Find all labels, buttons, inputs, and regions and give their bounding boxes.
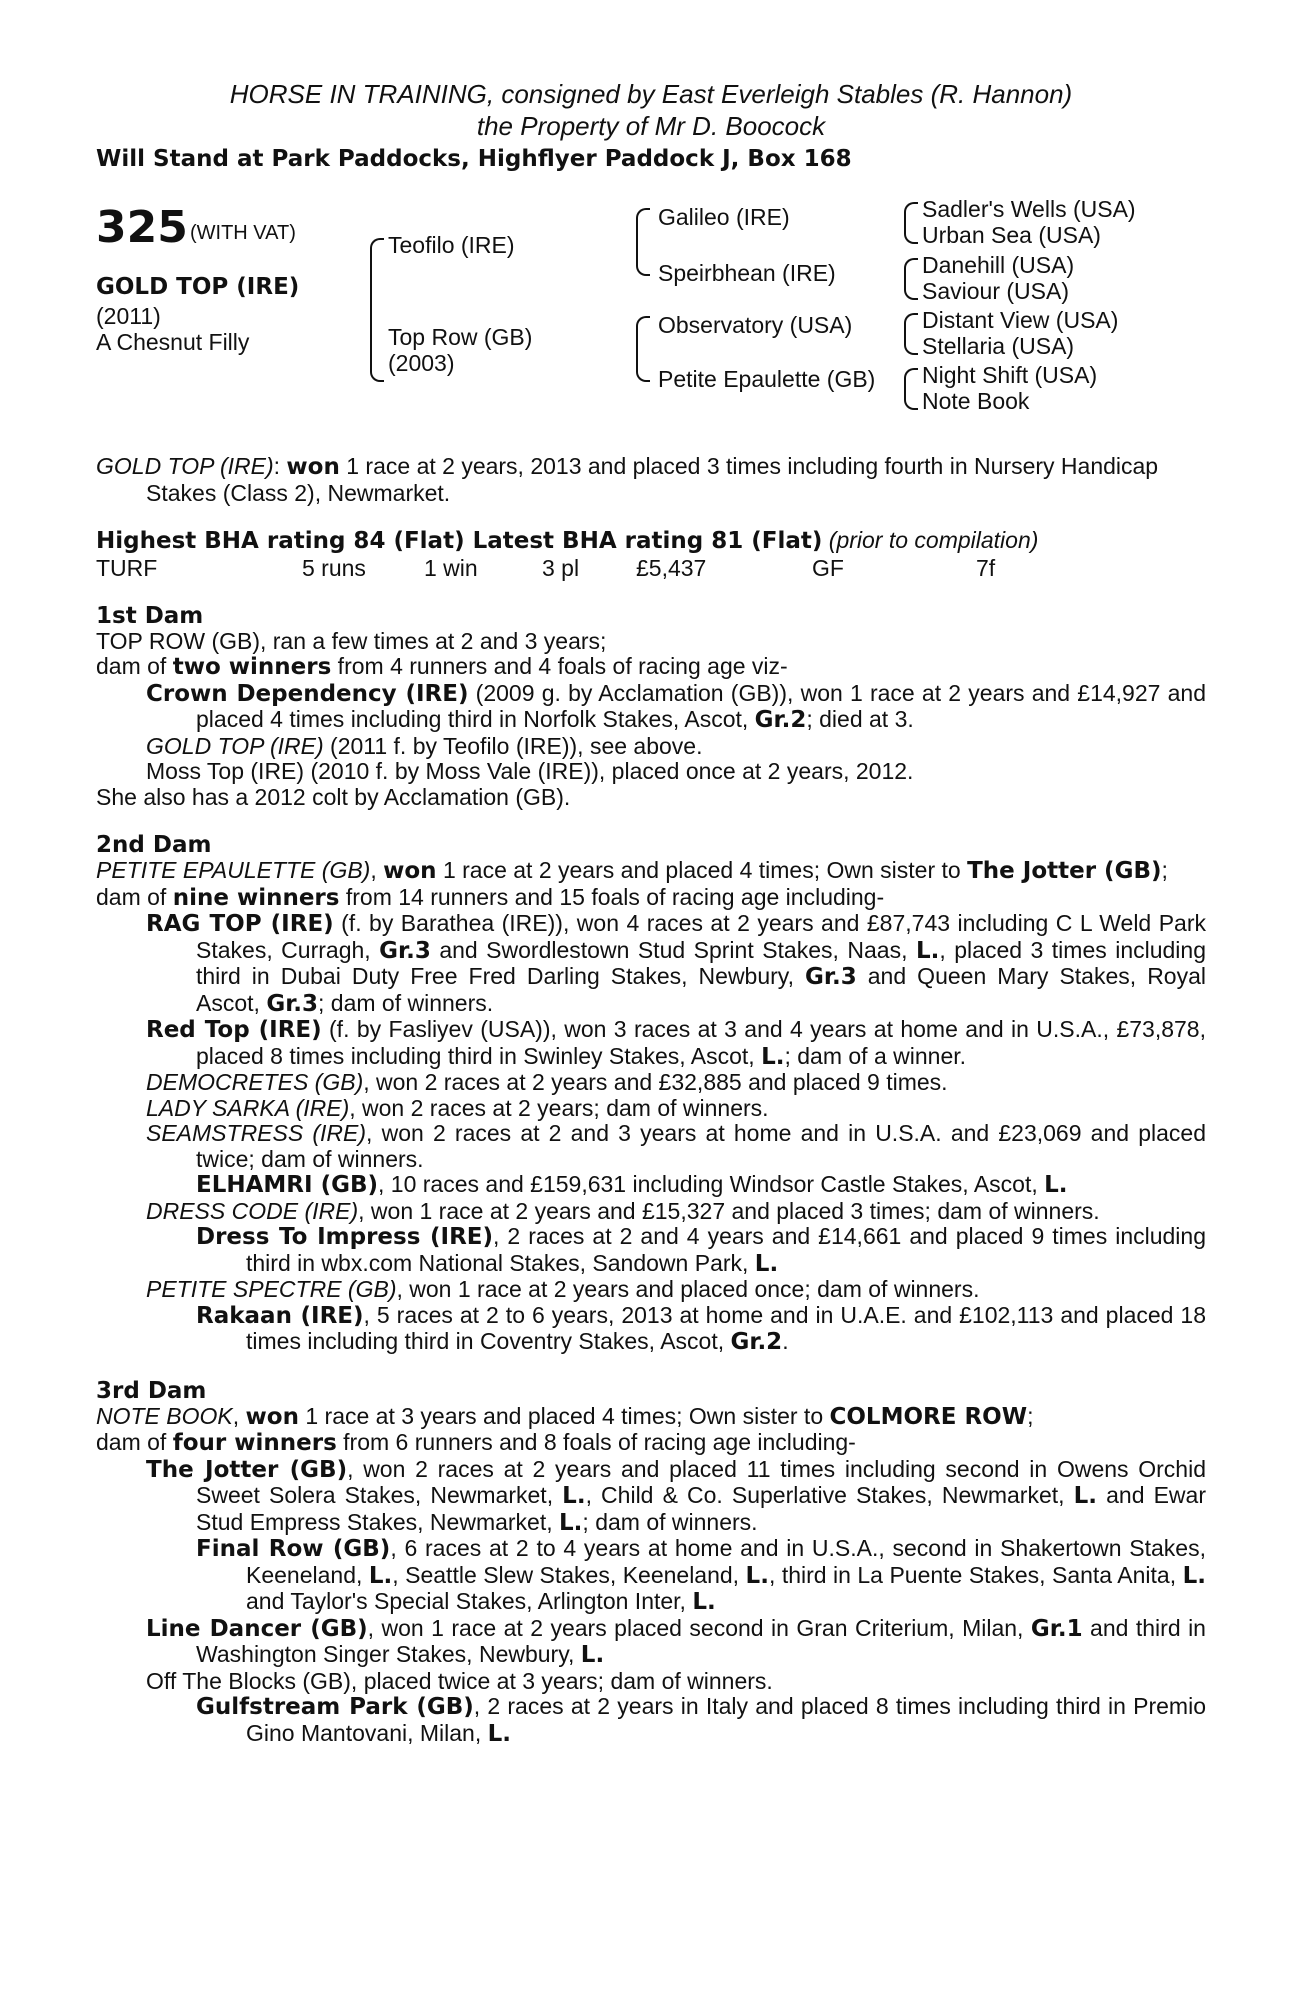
g4-brace-3: [904, 313, 918, 355]
second-dam-title: 2nd Dam: [96, 832, 212, 858]
pedigree-dam-year: (2003): [388, 350, 455, 376]
pedigree-g4-6: Stellaria (USA): [922, 333, 1075, 359]
grand-produce-entry: Gulfstream Park (GB), 2 races at 2 years in Italy and placed 8 times including third in Premio Gino Mantovani, Milan, L.: [196, 1693, 1206, 1747]
produce-entry: DRESS CODE (IRE), won 1 race at 2 years and £15,327 and placed 3 times; dam of winners.: [146, 1197, 1100, 1224]
record-placed: 3 pl: [542, 554, 580, 581]
first-dam-intro: TOP ROW (GB), ran a few times at 2 and 3 years;: [96, 627, 607, 654]
produce-entry: Line Dancer (GB), won 1 race at 2 years placed second in Gran Criterium, Milan, Gr.1 and third in Washington Singer Stakes, Newbury, L.: [146, 1614, 1206, 1668]
pedigree-sire-sire: Galileo (IRE): [658, 204, 790, 230]
pedigree-g4-8: Note Book: [922, 388, 1030, 414]
grand-produce-entry: Rakaan (IRE), 5 races at 2 to 6 years, 2013 at home and in U.A.E. and £102,113 and placed 18 times including third in Coventry Stakes, Ascot, Gr.2.: [196, 1301, 1207, 1355]
grand-produce-entry: ELHAMRI (GB), 10 races and £159,631 including Windsor Castle Stakes, Ascot, L.: [196, 1171, 1068, 1198]
pedigree-g4-5: Distant View (USA): [922, 307, 1119, 333]
vat-note: (WITH VAT): [190, 222, 296, 244]
lot-header: [96, 78, 1206, 174]
lot-number: 325: [96, 202, 188, 253]
produce-entry: LADY SARKA (IRE), won 2 races at 2 years; dam of winners.: [146, 1094, 769, 1121]
produce-entry: RAG TOP (IRE) (f. by Barathea (IRE)), won 4 races at 2 years and £87,743 including C L Weld Park Stakes, Curragh, Gr.3 and Swordlestown Stud Sprint Stakes, Naas, L., placed 3 times including third in Dubai Duty Free Fred Darling Stakes, Newbury, Gr.3 and Queen Mary Stakes, Royal Ascot, Gr.3; dam of winners.: [146, 910, 1207, 1017]
first-dam-title: 1st Dam: [96, 602, 204, 629]
sire-dam-brace: [370, 238, 384, 382]
produce-entry: PETITE SPECTRE (GB), won 1 race at 2 years and placed once; dam of winners.: [146, 1276, 980, 1302]
horse-year: (2011): [96, 303, 161, 329]
third-dam-produce: dam of four winners from 6 runners and 8 foals of racing age including-: [96, 1429, 856, 1456]
pedigree-g4-3: Danehill (USA): [922, 252, 1075, 278]
first-dam-produce: dam of two winners from 4 runners and 4 foals of racing age viz-: [96, 653, 788, 680]
g4-brace-2: [904, 258, 918, 300]
dam-line-brace: [636, 316, 650, 382]
pedigree-sire-dam: Speirbhean (IRE): [658, 260, 836, 286]
produce-entry: The Jotter (GB), won 2 races at 2 years and placed 11 times including second in Owens Orchid Sweet Solera Stakes, Newmarket, L., Child & Co. Superlative Stakes, Newmarket, L. and Ewar Stud Empress Stakes, Newmarket, L.; dam of winners.: [146, 1455, 1206, 1536]
produce-note: She also has a 2012 colt by Acclamation (GB).: [96, 783, 571, 810]
rating-note: (prior to compilation): [828, 527, 1039, 553]
third-dam-title: 3rd Dam: [96, 1377, 207, 1404]
pedigree-g4-2: Urban Sea (USA): [922, 222, 1101, 248]
second-dam-produce: dam of nine winners from 14 runners and 15 foals of racing age including-: [96, 883, 885, 911]
third-dam-intro: NOTE BOOK, won 1 race at 3 years and placed 4 times; Own sister to COLMORE ROW;: [96, 1402, 1034, 1430]
rating-heading: Highest BHA rating 84 (Flat) Latest BHA rating 81 (Flat): [96, 528, 823, 554]
pedigree-dam-sire: Observatory (USA): [658, 312, 853, 338]
grand-produce-entry: Final Row (GB), 6 races at 2 to 4 years at home and in U.S.A., second in Shakertown Stakes, Keeneland, L., Seattle Slew Stakes, Keeneland, L., third in La Puente Stakes, Santa Anita, L. and Taylor's Special Stakes, Arlington Inter, L.: [196, 1535, 1206, 1615]
pedigree-dam-dam: Petite Epaulette (GB): [658, 366, 876, 392]
produce-entry: SEAMSTRESS (IRE), won 2 races at 2 and 3 years at home and in U.S.A. and £23,069 and placed twice; dam of winners.: [146, 1120, 1206, 1172]
record-wins: 1 win: [424, 554, 478, 581]
summary-won: won: [286, 454, 340, 480]
record-distance: 7f: [976, 554, 996, 581]
produce-entry: Crown Dependency (IRE) (2009 g. by Acclamation (GB)), won 1 race at 2 years and £14,927 and placed 4 times including third in Norfolk Stakes, Ascot, Gr.2; died at 3.: [146, 679, 1207, 733]
consignor-line: HORSE IN TRAINING, consigned by East Everleigh Stables (R. Hannon): [229, 79, 1073, 109]
second-dam-section: [96, 832, 1206, 1356]
pedigree-block: [96, 196, 1206, 446]
produce-entry: Moss Top (IRE) (2010 f. by Moss Vale (IRE)), placed once at 2 years, 2012.: [146, 758, 914, 784]
record-surface: TURF: [96, 554, 158, 581]
produce-entry: Off The Blocks (GB), placed twice at 3 years; dam of winners.: [146, 1667, 773, 1694]
rating-block: [96, 528, 1206, 581]
pedigree-g4-7: Night Shift (USA): [922, 362, 1098, 388]
pedigree-g4-1: Sadler's Wells (USA): [922, 196, 1136, 222]
produce-entry: Red Top (IRE) (f. by Fasliyev (USA)), won 3 races at 3 and 4 years at home and in U.S.A., £73,878, placed 8 times including third in Swinley Stakes, Ascot, L.; dam of a winner.: [146, 1016, 1206, 1070]
first-dam-section: [96, 603, 1206, 811]
g4-brace-4: [904, 368, 918, 410]
sire-line-brace: [636, 208, 650, 276]
race-summary: GOLD TOP (IRE): won 1 race at 2 years, 2013 and placed 3 times including fourth in Nursery Handicap Stakes (Class 2), Newmarket.: [96, 453, 1159, 506]
record-going: GF: [812, 554, 844, 581]
pedigree-dam: Top Row (GB): [388, 324, 533, 350]
produce-entry: DEMOCRETES (GB), won 2 races at 2 years and £32,885 and placed 9 times.: [146, 1069, 948, 1095]
catalogue-page: [96, 78, 1206, 1747]
rating-heading-line: [96, 528, 1206, 555]
grand-produce-entry: Dress To Impress (IRE), 2 races at 2 and 4 years and £14,661 and placed 9 times including third in wbx.com National Stakes, Sandown Park, L.: [196, 1223, 1206, 1277]
horse-description: A Chesnut Filly: [96, 329, 250, 355]
second-dam-intro: PETITE EPAULETTE (GB), won 1 race at 2 years and placed 4 times; Own sister to The Jotter (GB);: [96, 857, 1168, 884]
property-line: the Property of Mr D. Boocock: [476, 111, 826, 141]
pedigree-g4-4: Saviour (USA): [922, 278, 1069, 304]
g4-brace-1: [904, 202, 918, 244]
third-dam-section: [96, 1378, 1206, 1748]
stand-location: Will Stand at Park Paddocks, Highflyer Paddock J, Box 168: [96, 146, 852, 172]
summary-text: 1 race at 2 years, 2013 and placed 3 times including fourth in Nursery Handicap Stakes (Class 2), Newmarket.: [146, 453, 1159, 506]
record-runs: 5 runs: [302, 554, 366, 581]
record-earnings: £5,437: [636, 554, 707, 581]
produce-entry: GOLD TOP (IRE) (2011 f. by Teofilo (IRE)), see above.: [146, 732, 703, 759]
summary-horse-name: GOLD TOP (IRE): [96, 453, 274, 479]
horse-name: GOLD TOP (IRE): [96, 274, 300, 300]
turf-record-row: [96, 555, 1206, 581]
pedigree-sire: Teofilo (IRE): [388, 232, 515, 258]
